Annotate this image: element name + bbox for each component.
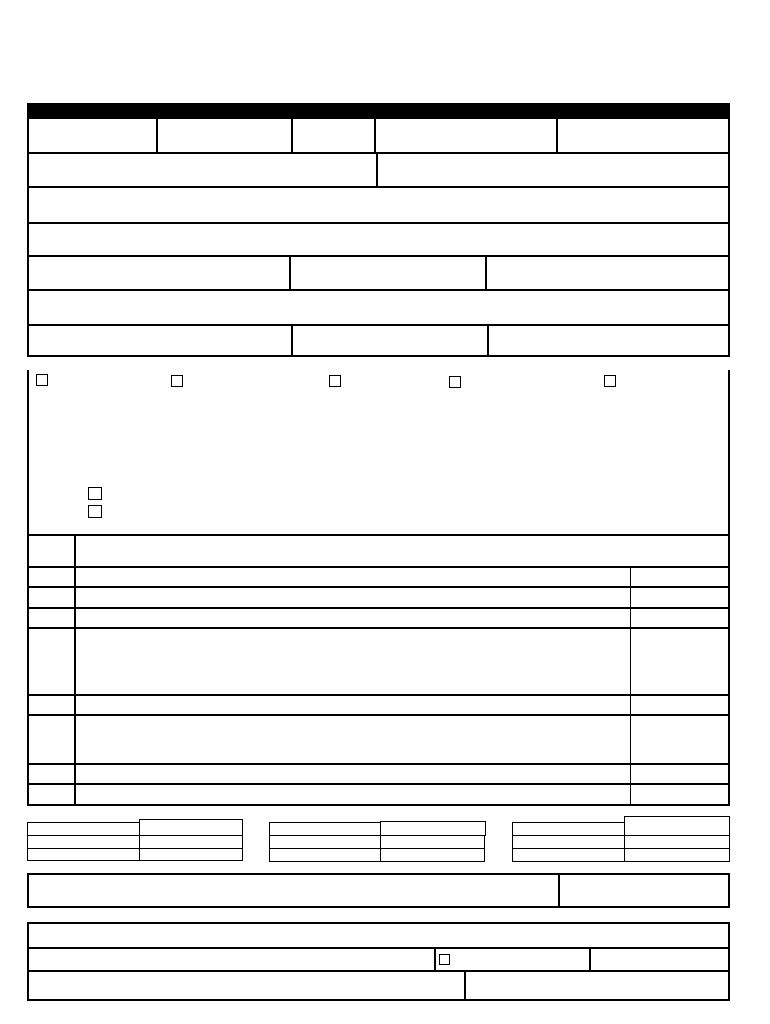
summary-table-3-cell[interactable] (624, 848, 730, 862)
line-item-row-divider (27, 694, 730, 696)
header-field-4[interactable] (374, 117, 558, 154)
type-checkbox-2[interactable] (171, 375, 183, 387)
row5-field-1[interactable] (27, 255, 291, 291)
line-item-row-divider (27, 763, 730, 765)
row6-field[interactable] (27, 289, 730, 326)
header-field-2[interactable] (156, 117, 293, 154)
summary-table-2-cell[interactable] (269, 848, 381, 862)
summary-table-1-cell[interactable] (139, 835, 243, 849)
summary-table-2-cell[interactable] (269, 822, 381, 836)
line-item-row-divider (27, 714, 730, 716)
summary-table-3-cell[interactable] (512, 822, 625, 836)
bottom-date-field[interactable] (464, 970, 730, 1001)
summary-table-1-cell[interactable] (139, 819, 243, 836)
line-item-number-divider (74, 534, 76, 806)
bottom-header-field[interactable] (27, 922, 730, 949)
total-description-field[interactable] (27, 873, 560, 908)
line-item-row-divider (27, 607, 730, 609)
row7-field-2[interactable] (291, 324, 489, 357)
header-field-3[interactable] (291, 117, 376, 154)
summary-table-2-cell[interactable] (380, 835, 485, 849)
line-item-row-divider (27, 586, 730, 588)
bottom-field-right[interactable] (589, 947, 730, 972)
row2-field-left[interactable] (27, 152, 378, 188)
header-field-5[interactable] (556, 117, 730, 154)
summary-table-2-cell[interactable] (380, 821, 486, 836)
row7-field-1[interactable] (27, 324, 293, 357)
line-item-amount-divider (630, 566, 631, 806)
summary-table-3-cell[interactable] (512, 848, 625, 862)
bottom-checkbox[interactable] (439, 954, 450, 965)
bottom-field-left[interactable] (27, 947, 436, 972)
summary-table-3-cell[interactable] (624, 835, 730, 849)
row4-field[interactable] (27, 222, 730, 257)
summary-table-1-cell[interactable] (27, 835, 140, 849)
type-checkbox-1[interactable] (36, 374, 48, 386)
row2-field-right[interactable] (376, 152, 730, 188)
bottom-field-middle[interactable] (434, 947, 591, 972)
bottom-signature-field[interactable] (27, 970, 466, 1001)
summary-table-1-cell[interactable] (27, 848, 140, 861)
header-field-1[interactable] (27, 117, 158, 154)
line-item-row-divider (27, 783, 730, 785)
row5-field-3[interactable] (485, 255, 730, 291)
row3-field[interactable] (27, 186, 730, 224)
summary-table-3-cell[interactable] (624, 816, 730, 836)
checkbox-section-right-border (728, 370, 730, 536)
line-item-row-divider (27, 627, 730, 629)
type-checkbox-4[interactable] (449, 376, 461, 388)
total-amount-field[interactable] (558, 873, 730, 908)
summary-table-2-cell[interactable] (269, 835, 381, 849)
summary-table-2-cell[interactable] (380, 848, 485, 862)
option-checkbox-1[interactable] (88, 487, 102, 500)
row7-field-3[interactable] (487, 324, 730, 357)
summary-table-3-cell[interactable] (512, 835, 625, 849)
type-checkbox-5[interactable] (604, 375, 616, 387)
row5-field-2[interactable] (289, 255, 487, 291)
summary-table-1-cell[interactable] (27, 822, 140, 836)
summary-table-1-cell[interactable] (139, 848, 243, 861)
type-checkbox-3[interactable] (329, 375, 341, 387)
line-item-row-divider (27, 566, 730, 568)
option-checkbox-2[interactable] (88, 505, 102, 518)
line-item-table (27, 534, 730, 806)
checkbox-section-left-border (27, 370, 29, 536)
